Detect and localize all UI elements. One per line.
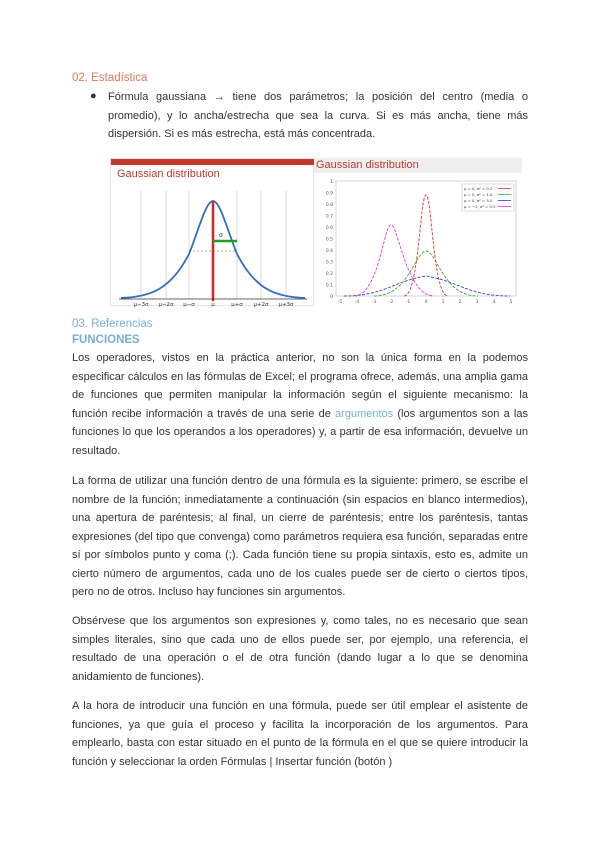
legend-entry: μ = 0, σ² = 1.0	[464, 192, 493, 197]
y-tick: 0.2	[325, 272, 333, 277]
series-green	[374, 251, 478, 296]
arguments-link[interactable]: argumentos	[335, 407, 394, 420]
y-tick: 0	[330, 295, 333, 300]
x-axis-ticks	[338, 299, 513, 305]
x-tick: 5	[509, 300, 513, 305]
y-tick: 0.8	[325, 203, 333, 208]
section-heading-statistics: 02. Estadística	[72, 72, 148, 84]
y-tick: 0.7	[325, 214, 333, 220]
gaussian-left-plot	[111, 159, 315, 307]
y-tick: 0.1	[325, 283, 333, 289]
x-tick: 4	[492, 300, 496, 305]
figure-right-title: Gaussian distribution	[314, 158, 522, 173]
figure-left-title: Gaussian distribution	[117, 168, 220, 180]
tick-label: μ+3σ	[278, 302, 294, 307]
x-tick: -3	[371, 300, 377, 305]
paragraph-text: Los operadores, vistos en la práctica anterior, no son la única forma en la podemos especificar cálculos en las fórmulas de Excel; el programa ofrece, además, una amplia gama de funciones que permiten manipular la información según el siguiente mecanismo: la función recibe información a través de una serie de	[72, 352, 528, 420]
y-axis-ticks	[326, 179, 333, 300]
tick-label: μ+σ	[231, 302, 243, 307]
y-tick: 0.5	[325, 237, 333, 243]
x-tick: 0	[424, 300, 428, 305]
tick-label: μ	[211, 302, 215, 307]
subheading-functions: FUNCIONES	[72, 334, 140, 346]
series-red	[404, 195, 448, 296]
figures-row	[110, 158, 522, 306]
y-tick: 0.4	[325, 249, 333, 254]
y-tick: 0.6	[325, 226, 333, 231]
bullet-text: Fórmula gaussiana → tiene dos parámetros; la posición del centro (media o promedio), y lo ancha/estrecha que sea la curva. Si es más ancha, tiene más dispersión. Si es más estrecha, está más concentrada.	[108, 91, 528, 140]
tick-label: μ−2σ	[158, 302, 174, 307]
paragraph-arguments: Obsérvese que los argumentos son expresiones y, como tales, no es necesario que sean simples literales, sino que cada uno de ellos puede ser, por ejemplo, una referencia, el resultado de una operación o el de otra función (dando lugar a lo que se denomina anidamiento de funciones).	[72, 615, 528, 683]
x-tick: -4	[354, 300, 360, 305]
x-axis-ticks	[133, 302, 294, 307]
section-heading-references: 03. Referencias	[72, 318, 153, 330]
legend-entry: μ = 0, σ² = 0.2	[464, 186, 493, 191]
x-tick: 2	[458, 300, 462, 305]
paragraph-syntax: La forma de utilizar una función dentro de una fórmula es la siguiente: primero, se escribe el nombre de la función; inmediatamente a continuación (sin espacios en blanco intermedios), una apertura de paréntesis; al final, un cierre de paréntesis; entre los paréntesis, tantas expresiones (del tipo que convenga) como parámetros requiera esa función, separadas entre sí por símbolos punto y coma (;). Cada función tiene su propia sintaxis, esto es, admite un cierto número de argumentos, cada uno de los cuales puede ser de cierto o ciertos tipos, pero no de otros. Incluso hay funciones sin argumentos.	[72, 475, 528, 598]
tick-label: μ−3σ	[133, 302, 149, 307]
paragraph-operators	[72, 349, 528, 460]
x-tick: -5	[337, 300, 343, 305]
paragraph-text: (los argumentos son a las funciones lo que los operandos a los operadores) y, a partir de esa información, devuelve un resultado.	[72, 407, 528, 457]
gaussian-figure-left	[110, 158, 314, 306]
tick-label: μ+2σ	[253, 302, 269, 307]
legend-entry: μ = −2, σ² = 0.5	[464, 204, 496, 209]
gaussian-right-plot	[314, 173, 522, 306]
gaussian-figure-right	[314, 158, 522, 306]
x-tick: -2	[388, 300, 394, 305]
y-tick: 0.9	[325, 191, 333, 197]
x-tick: 3	[475, 300, 479, 305]
bullet-marker: ●	[90, 90, 97, 102]
paragraph-wizard: A la hora de introducir una función en una fórmula, puede ser útil emplear el asistente de funciones, ya que guía el proceso y facilita la incorporación de los argumentos. Para emplearlo, basta con estar situado en el punto de la fórmula en el que se quiere introducir la función y seleccionar la orden Fórmulas | Insertar función (botón )	[72, 700, 528, 768]
y-tick: 1	[330, 180, 333, 185]
legend-entry: μ = 0, σ² = 5.0	[464, 198, 493, 203]
tick-label: μ−σ	[183, 302, 195, 307]
x-tick: -1	[405, 300, 411, 305]
y-tick: 0.3	[325, 260, 333, 266]
x-tick: 1	[441, 300, 445, 305]
sigma-label: σ	[219, 232, 223, 239]
